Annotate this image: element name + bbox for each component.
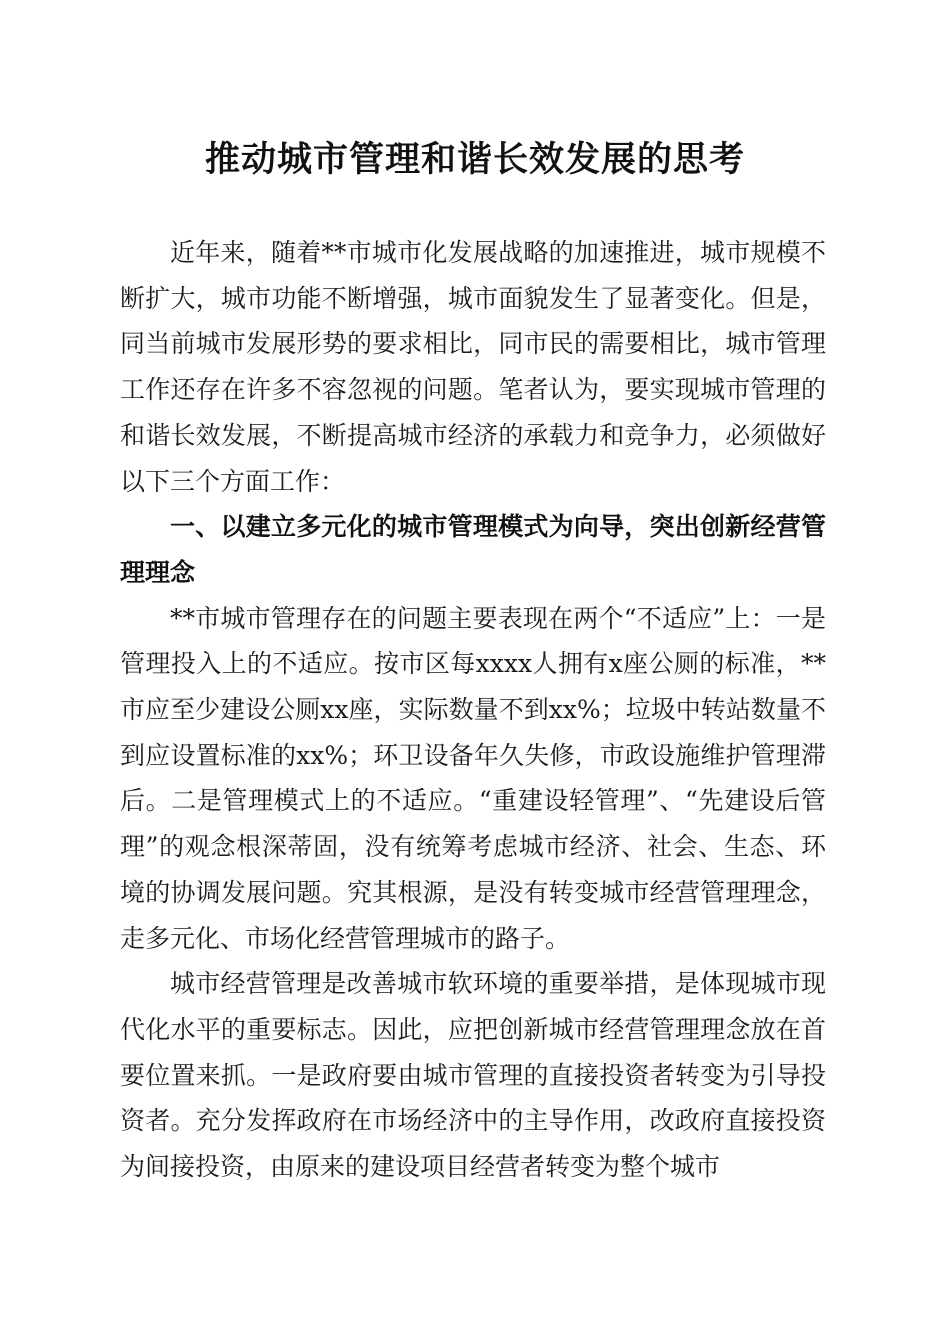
paragraph-problems: **市城市管理存在的问题主要表现在两个“不适应”上：一是管理投入上的不适应。按市区每xxxx人拥有x座公厕的标准，**市应至少建设公厕xx座，实际数量不到xx%；垃圾中转站数量不到应设置标准的xx%；环卫设备年久失修，市政设施维护管理滞后。二是管理模式上的不适应。“重建设轻管理”、“先建设后管理”的观念根深蒂固，没有统筹考虑城市经济、社会、生态、环境的协调发展问题。究其根源，是没有转变城市经营管理理念，走多元化、市场化经营管理城市的路子。 — [120, 603, 826, 953]
section-heading-1: 一、以建立多元化的城市管理模式为向导，突出创新经营管理理念 — [120, 512, 826, 587]
paragraph-management-concept: 城市经营管理是改善城市软环境的重要举措，是体现城市现代化水平的重要标志。因此，应把创新城市经营管理理念放在首要位置来抓。一是政府要由城市管理的直接投资者转变为引导投资者。充分发挥政府在市场经济中的主导作用，改政府直接投资为间接投资，由原来的建设项目经营者转变为整个城市 — [120, 969, 826, 1182]
document-title: 推动城市管理和谐长效发展的思考 — [204, 139, 745, 180]
paragraph-intro: 近年来，随着**市城市化发展战略的加速推进，城市规模不断扩大，城市功能不断增强，城市面貌发生了显著变化。但是，同当前城市发展形势的要求相比，同市民的需要相比，城市管理工作还存在许多不容忽视的问题。笔者认为，要实现城市管理的和谐长效发展，不断提高城市经济的承载力和竞争力，必须做好以下三个方面工作： — [120, 238, 826, 496]
document-body — [120, 230, 826, 1190]
